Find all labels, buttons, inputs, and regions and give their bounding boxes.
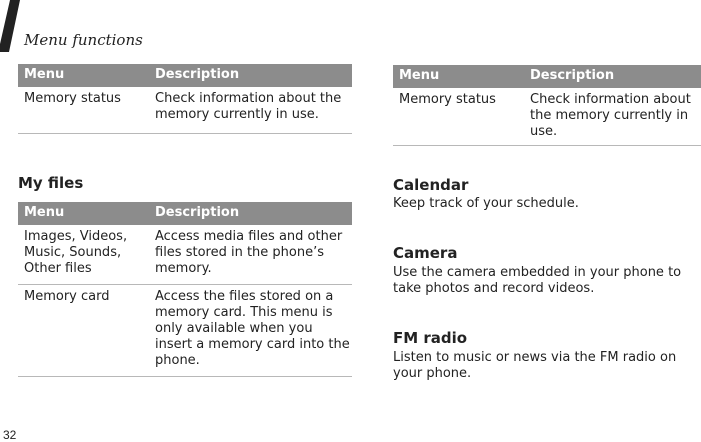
column-header-description: Description <box>149 202 352 225</box>
description-cell: Check information about the memory currently in use. <box>149 87 352 134</box>
page-header-title: Menu functions <box>24 31 143 49</box>
page-number: 32 <box>3 428 17 442</box>
menu-cell: Memory status <box>393 88 524 146</box>
my-files-table <box>18 202 352 377</box>
table-row <box>18 285 352 377</box>
section-title-calendar: Calendar <box>393 176 469 194</box>
section-title-my-files: My files <box>18 174 84 192</box>
menu-cell: Images, Videos, Music, Sounds, Other files <box>18 225 149 285</box>
description-cell: Access media files and other files stored in the phone’s memory. <box>149 225 352 285</box>
column-header-description: Description <box>149 64 352 87</box>
section-body-fm-radio: Listen to music or news via the FM radio on your phone. <box>393 350 677 381</box>
memory-status-table-left <box>18 64 352 134</box>
menu-cell: Memory card <box>18 285 149 377</box>
description-cell: Access the files stored on a memory card. This menu is only available when you insert a memory card into the phone. <box>149 285 352 377</box>
column-header-menu: Menu <box>393 65 524 88</box>
table-row <box>393 88 701 146</box>
header-slash-mark <box>0 0 20 52</box>
description-cell: Check information about the memory currently in use. <box>524 88 701 146</box>
section-body-calendar: Keep track of your schedule. <box>393 196 579 211</box>
table-row <box>18 87 352 134</box>
column-header-description: Description <box>524 65 701 88</box>
table-row <box>18 225 352 285</box>
column-header-menu: Menu <box>18 64 149 87</box>
memory-status-table-right <box>393 65 701 146</box>
section-title-fm-radio: FM radio <box>393 329 468 347</box>
menu-cell: Memory status <box>18 87 149 134</box>
section-title-camera: Camera <box>393 244 458 262</box>
section-body-camera: Use the camera embedded in your phone to take photos and record videos. <box>393 265 682 296</box>
column-header-menu: Menu <box>18 202 149 225</box>
